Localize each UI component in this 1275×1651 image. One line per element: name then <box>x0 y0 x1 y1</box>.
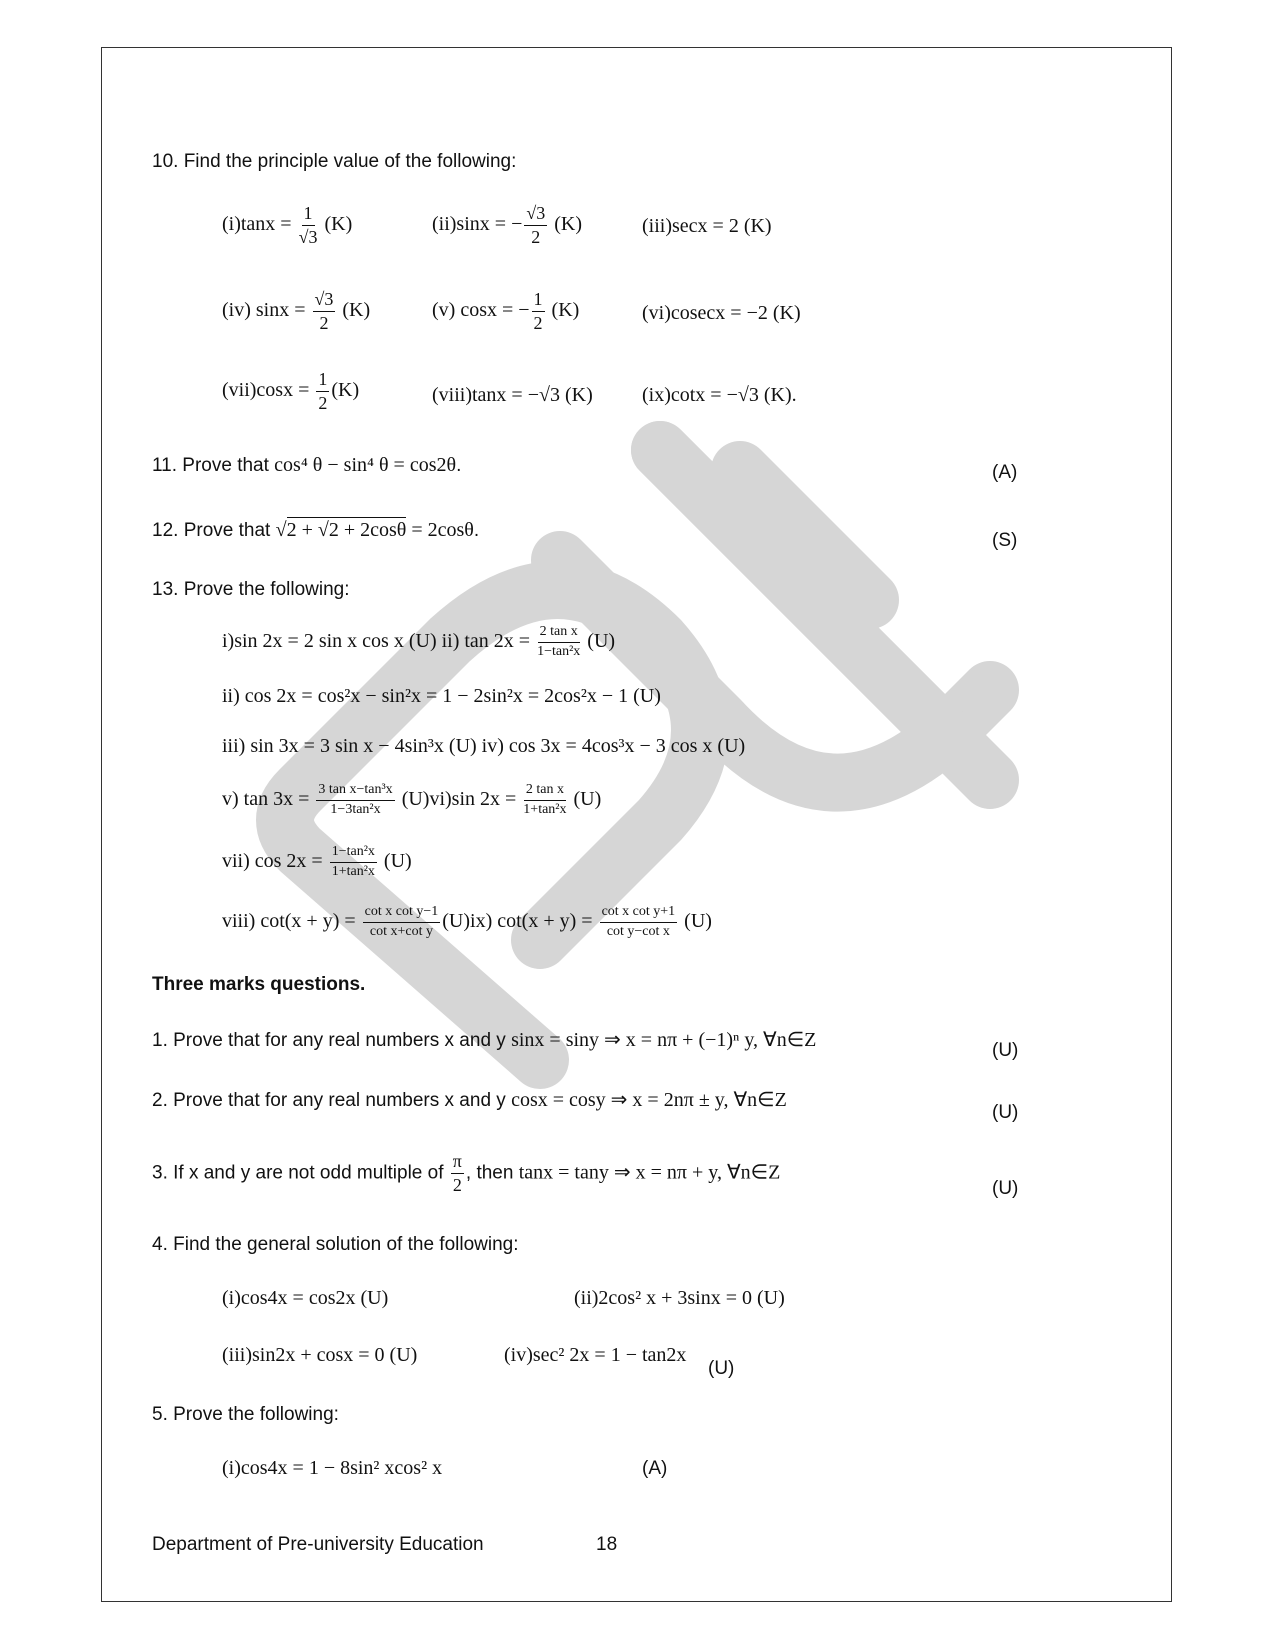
q10-item-iv: (iv) sinx = $\frac{√3}{2}$ (K) <box>222 289 371 333</box>
q13-line1: i)sin 2x = 2 sin x cos x (U) ii) tan 2x = $\frac{\text{2 tan x}}{\text{1−tan²x}}$ (U) <box>222 624 616 659</box>
q10-heading: 10. Find the principle value of the following: <box>152 151 517 172</box>
tm-q5-heading: 5. Prove the following: <box>152 1404 339 1425</box>
q12-mark: (S) <box>992 530 1018 551</box>
q12: 12. Prove that √2 + √2 + 2cosθ = 2cosθ. <box>152 519 480 541</box>
tm-q1-mark: (U) <box>992 1040 1019 1061</box>
tm-q2-mark: (U) <box>992 1102 1019 1123</box>
three-marks-heading: Three marks questions. <box>152 974 366 995</box>
footer-dept: Department of Pre-university Education <box>152 1534 484 1555</box>
tm-q4-iv: (iv)sec² 2x = 1 − tan2x <box>504 1344 687 1366</box>
tm-q4-heading: 4. Find the general solution of the following: <box>152 1234 519 1255</box>
q10-item-vii: (vii)cosx = $\frac{1}{2}$ (K) <box>222 369 360 413</box>
q11-mark: (A) <box>992 462 1018 483</box>
q11: 11. Prove that cos⁴ θ − sin⁴ θ = cos2θ. <box>152 454 462 476</box>
q10-item-iii: (iii)secx = 2 (K) <box>642 215 772 237</box>
tm-q3: 3. If x and y are not odd multiple of $\frac{\pi}{2}$ , then tanx = tany ⇒ x = nπ + y, ∀n∈Z <box>152 1151 781 1195</box>
tm-q4-i: (i)cos4x = cos2x (U) <box>222 1287 389 1309</box>
tm-q1: 1. Prove that for any real numbers x and y sinx = siny ⇒ x = nπ + (−1)ⁿ y, ∀n∈Z <box>152 1029 817 1051</box>
q10-item-i: (i)tanx = $\frac{1}{√3}$ (K) <box>222 203 353 247</box>
q13-line2: ii) cos 2x = cos²x − sin²x = 1 − 2sin²x = 2cos²x − 1 (U) <box>222 685 661 707</box>
tm-q4-ii: (ii)2cos² x + 3sinx = 0 (U) <box>574 1287 785 1309</box>
tm-q5-i: (i)cos4x = 1 − 8sin² xcos² x <box>222 1457 443 1479</box>
q13-line6: viii) cot(x + y) = $\frac{\text{cot x cot y−1}}{\text{cot x+cot y}}$ (U)ix) cot(x + y) = $\frac{\text{cot x cot y+1}}{\text{cot y−cot x}}$ (U) <box>222 904 712 939</box>
q10-item-ii: (ii)sinx = − $\frac{√3}{2}$ (K) <box>432 203 582 247</box>
q10-item-v: (v) cosx = − $\frac{1}{2}$ (K) <box>432 289 580 333</box>
tm-q4-iv-mark: (U) <box>708 1358 735 1379</box>
page-border <box>101 47 1172 1602</box>
q10-item-vi: (vi)cosecx = −2 (K) <box>642 302 801 324</box>
q13-line4: v) tan 3x = $\frac{\text{3 tan x−tan³x}}{\text{1−3tan²x}}$ (U)vi)sin 2x = $\frac{\text{2 tan x}}{\text{1+tan²x}}$ (U) <box>222 782 602 817</box>
tm-q2: 2. Prove that for any real numbers x and y cosx = cosy ⇒ x = 2nπ ± y, ∀n∈Z <box>152 1089 787 1111</box>
q10-item-viii: (viii)tanx = −√3 (K) <box>432 384 593 406</box>
q13-line5: vii) cos 2x = $\frac{\text{1−tan²x}}{\text{1+tan²x}}$ (U) <box>222 844 412 879</box>
q13-line3: iii) sin 3x = 3 sin x − 4sin³x (U) iv) cos 3x = 4cos³x − 3 cos x (U) <box>222 735 746 757</box>
tm-q4-iii: (iii)sin2x + cosx = 0 (U) <box>222 1344 418 1366</box>
q13-heading: 13. Prove the following: <box>152 579 350 600</box>
tm-q3-mark: (U) <box>992 1178 1019 1199</box>
tm-q5-mark: (A) <box>642 1458 668 1479</box>
footer-page-number: 18 <box>596 1534 618 1555</box>
q10-item-ix: (ix)cotx = −√3 (K). <box>642 384 797 406</box>
